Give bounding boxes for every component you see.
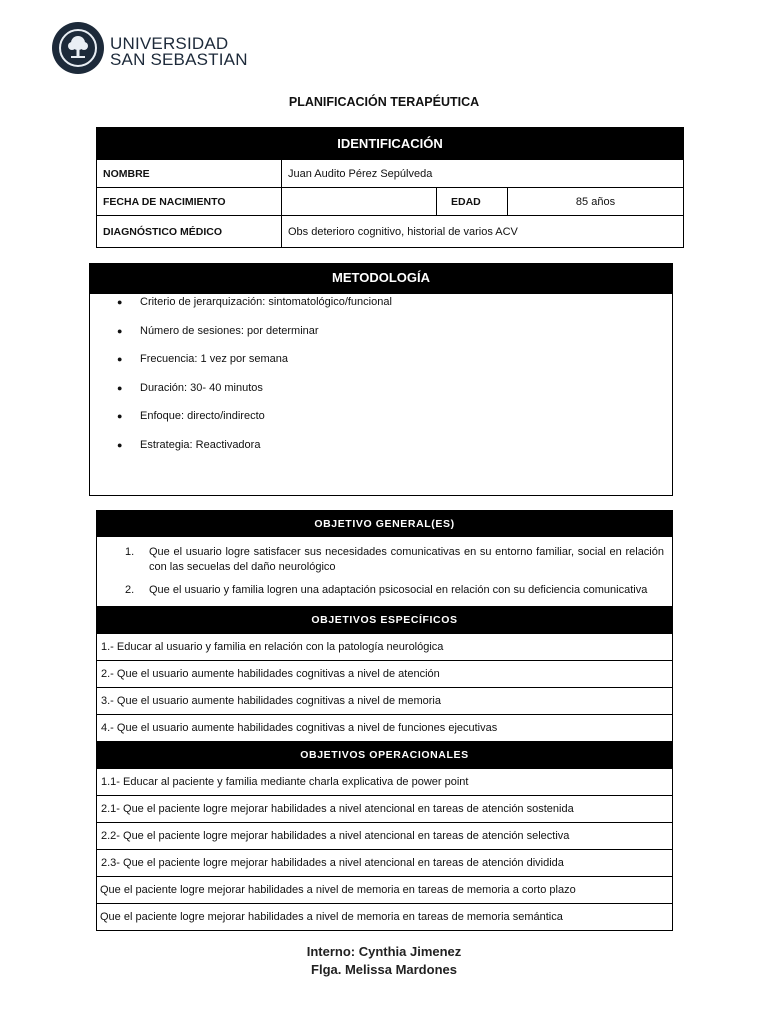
list-item: 2. Que el usuario y familia logren una adaptación psicosocial en relación con su deficiencia comunicativa [125, 584, 648, 596]
table-row: 2.1- Que el paciente logre mejorar habilidades a nivel atencional en tareas de atención sostenida [97, 796, 673, 823]
table-row: Que el paciente logre mejorar habilidades a nivel de memoria en tareas de memoria a corto plazo [97, 877, 673, 904]
objetivos-table [96, 510, 673, 931]
objetivo-general-header: OBJETIVO GENERAL(ES) [97, 511, 673, 537]
objetivos-operacionales-header: OBJETIVOS OPERACIONALES [97, 742, 673, 769]
logo-line1: UNIVERSIDAD [110, 34, 229, 53]
list-item: 1. Que el usuario logre satisfacer sus necesidades comunicativas en su entorno familiar, social en relación con las secuelas del daño neurológico [125, 546, 664, 573]
interno-signature: Interno: Cynthia Jimenez [306, 944, 462, 959]
table-row: 4.- Que el usuario aumente habilidades cognitivas a nivel de funciones ejecutivas [97, 715, 673, 742]
list-item: ● Enfoque: directo/indirecto [117, 410, 265, 422]
fecha-nacimiento-value [282, 188, 437, 216]
tree-seal-icon [52, 22, 104, 74]
list-item: ● Número de sesiones: por determinar [117, 324, 319, 337]
identificacion-header: IDENTIFICACIÓN [97, 128, 684, 160]
objetivo-general-cell [97, 537, 673, 607]
list-item: ● Criterio de jerarquización: sintomatológico/funcional [117, 296, 392, 308]
fecha-nacimiento-label: FECHA DE NACIMIENTO [97, 188, 282, 216]
table-row: Que el paciente logre mejorar habilidades a nivel de memoria en tareas de memoria semántica [97, 904, 673, 931]
list-item: ● Frecuencia: 1 vez por semana [117, 353, 288, 365]
edad-label: EDAD [437, 188, 508, 216]
metodologia-list [90, 295, 672, 466]
objetivos-especificos-header: OBJETIVOS ESPECÍFICOS [97, 607, 673, 634]
table-row: 2.- Que el usuario aumente habilidades cognitivas a nivel de atención [97, 661, 673, 688]
diagnostico-label: DIAGNÓSTICO MÉDICO [97, 216, 282, 248]
table-row: 1.1- Educar al paciente y familia mediante charla explicativa de power point [97, 769, 673, 796]
metodologia-header: METODOLOGÍA [90, 264, 672, 294]
diagnostico-value: Obs deterioro cognitivo, historial de varios ACV [282, 216, 684, 248]
table-row: 2.3- Que el paciente logre mejorar habilidades a nivel atencional en tareas de atención dividida [97, 850, 673, 877]
edad-value: 85 años [508, 188, 684, 216]
flga-signature: Flga. Melissa Mardones [311, 962, 457, 977]
university-logo [52, 22, 248, 80]
list-item: ● Estrategia: Reactivadora [117, 438, 261, 451]
nombre-value: Juan Audito Pérez Sepúlveda [282, 160, 684, 188]
table-row: 1.- Educar al usuario y familia en relación con la patología neurológica [97, 634, 673, 661]
table-row: 3.- Que el usuario aumente habilidades cognitivas a nivel de memoria [97, 688, 673, 715]
metodologia-box [89, 263, 673, 496]
nombre-label: NOMBRE [97, 160, 282, 188]
list-item: ● Duración: 30- 40 minutos [117, 381, 263, 394]
page-title: PLANIFICACIÓN TERAPÉUTICA [288, 95, 480, 109]
table-row: 2.2- Que el paciente logre mejorar habilidades a nivel atencional en tareas de atención selectiva [97, 823, 673, 850]
identificacion-table [96, 127, 684, 248]
logo-line2: SAN SEBASTIAN [110, 50, 248, 69]
